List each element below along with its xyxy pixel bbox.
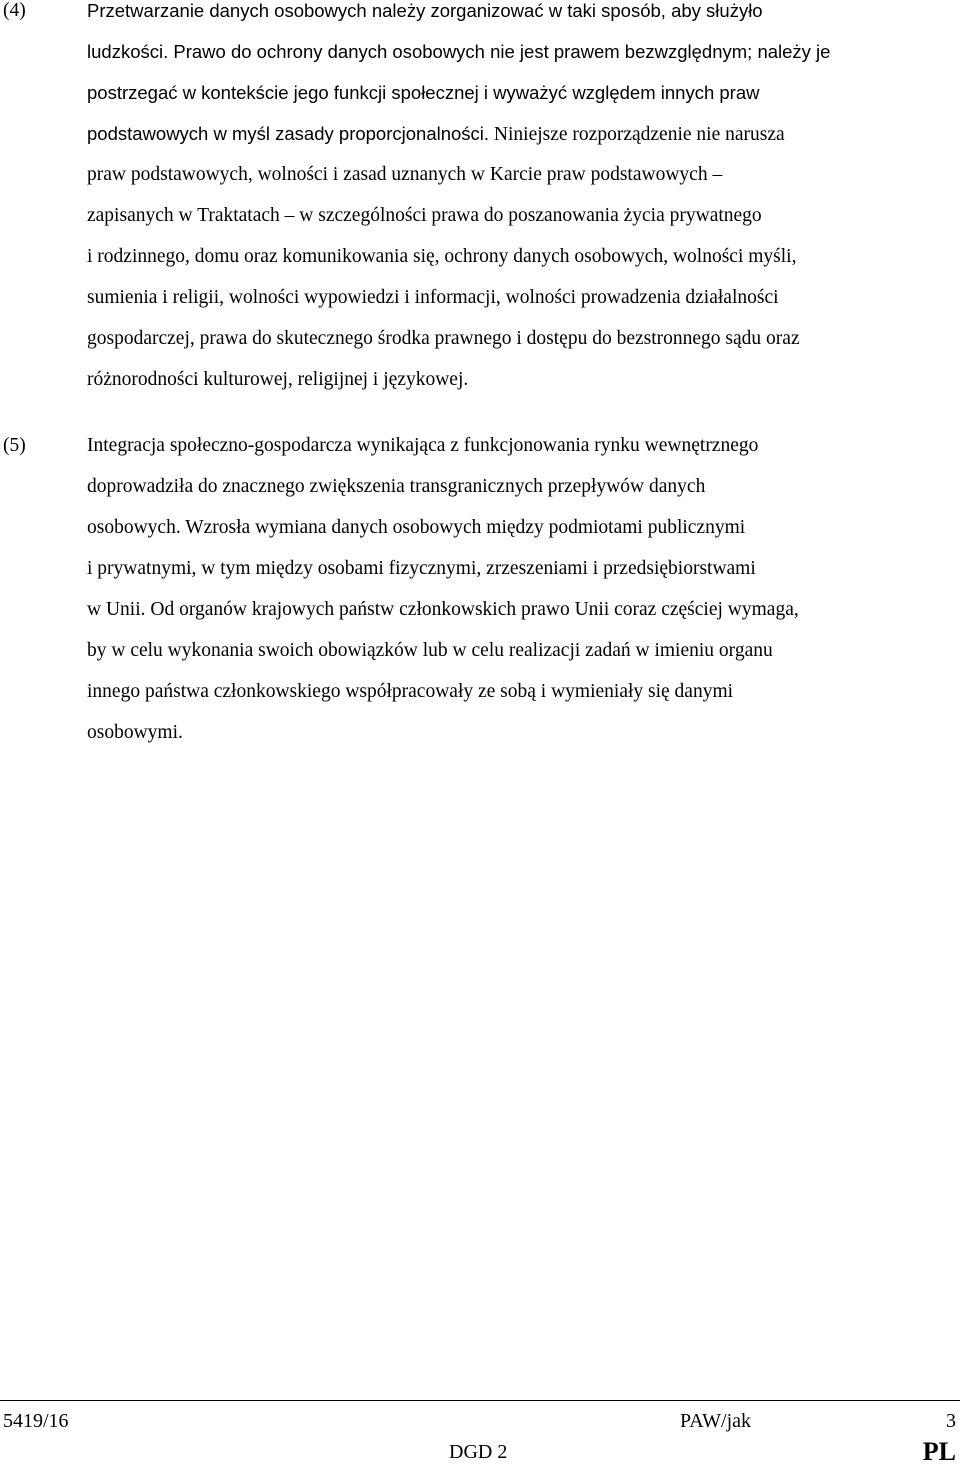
- recital-number: (4): [3, 0, 26, 21]
- text-line: postrzegać w kontekście jego funkcji społecznej i wyważyć względem innych praw: [87, 82, 760, 103]
- text-segment: Niniejsze rozporządzenie nie narusza: [493, 124, 785, 145]
- text-line: doprowadziła do znacznego zwiększenia transgranicznych przepływów danych: [87, 476, 706, 497]
- text-line: i rodzinnego, domu oraz komunikowania się, ochrony danych osobowych, wolności myśli,: [87, 246, 797, 267]
- document-number: 5419/16: [3, 1410, 69, 1432]
- text-line: zapisanych w Traktatach – w szczególności prawa do poszanowania życia prywatnego: [87, 205, 762, 226]
- directorate-code: DGD 2: [449, 1441, 508, 1463]
- footer-divider: [0, 1400, 960, 1401]
- text-line: Integracja społeczno-gospodarcza wynikająca z funkcjonowania rynku wewnętrznego: [87, 435, 759, 456]
- text-line: i prywatnymi, w tym między osobami fizycznymi, zrzeszeniami i przedsiębiorstwami: [87, 558, 756, 579]
- text-line: praw podstawowych, wolności i zasad uznanych w Karcie praw podstawowych –: [87, 164, 723, 185]
- text-line: sumienia i religii, wolności wypowiedzi i informacji, wolności prowadzenia działalności: [87, 287, 779, 308]
- language-code: PL: [922, 1437, 956, 1466]
- text-line: Przetwarzanie danych osobowych należy zorganizować w taki sposób, aby służyło: [87, 0, 763, 21]
- text-line: ludzkości. Prawo do ochrony danych osobowych nie jest prawem bezwzględnym; należy je: [87, 41, 831, 62]
- recital-text: [87, 425, 960, 753]
- text-line-mixed: [87, 113, 960, 154]
- text-line: innego państwa członkowskiego współpracowały ze sobą i wymieniały się danymi: [87, 681, 734, 702]
- page-number: 3: [946, 1410, 956, 1432]
- author-initials: PAW/jak: [680, 1410, 751, 1432]
- text-segment: podstawowych w myśl zasady proporcjonalności.: [87, 123, 490, 144]
- recital-text: [87, 0, 960, 400]
- recital-number: (5): [3, 435, 26, 456]
- text-line: gospodarczej, prawa do skutecznego środka prawnego i dostępu do bezstronnego sądu oraz: [87, 328, 800, 349]
- text-line: osobowymi.: [87, 722, 183, 743]
- text-line: w Unii. Od organów krajowych państw członkowskich prawo Unii coraz częściej wymaga,: [87, 599, 799, 620]
- text-line: osobowych. Wzrosła wymiana danych osobowych między podmiotami publicznymi: [87, 517, 746, 538]
- text-line: by w celu wykonania swoich obowiązków lub w celu realizacji zadań w imieniu organu: [87, 640, 773, 661]
- text-line: różnorodności kulturowej, religijnej i językowej.: [87, 369, 469, 390]
